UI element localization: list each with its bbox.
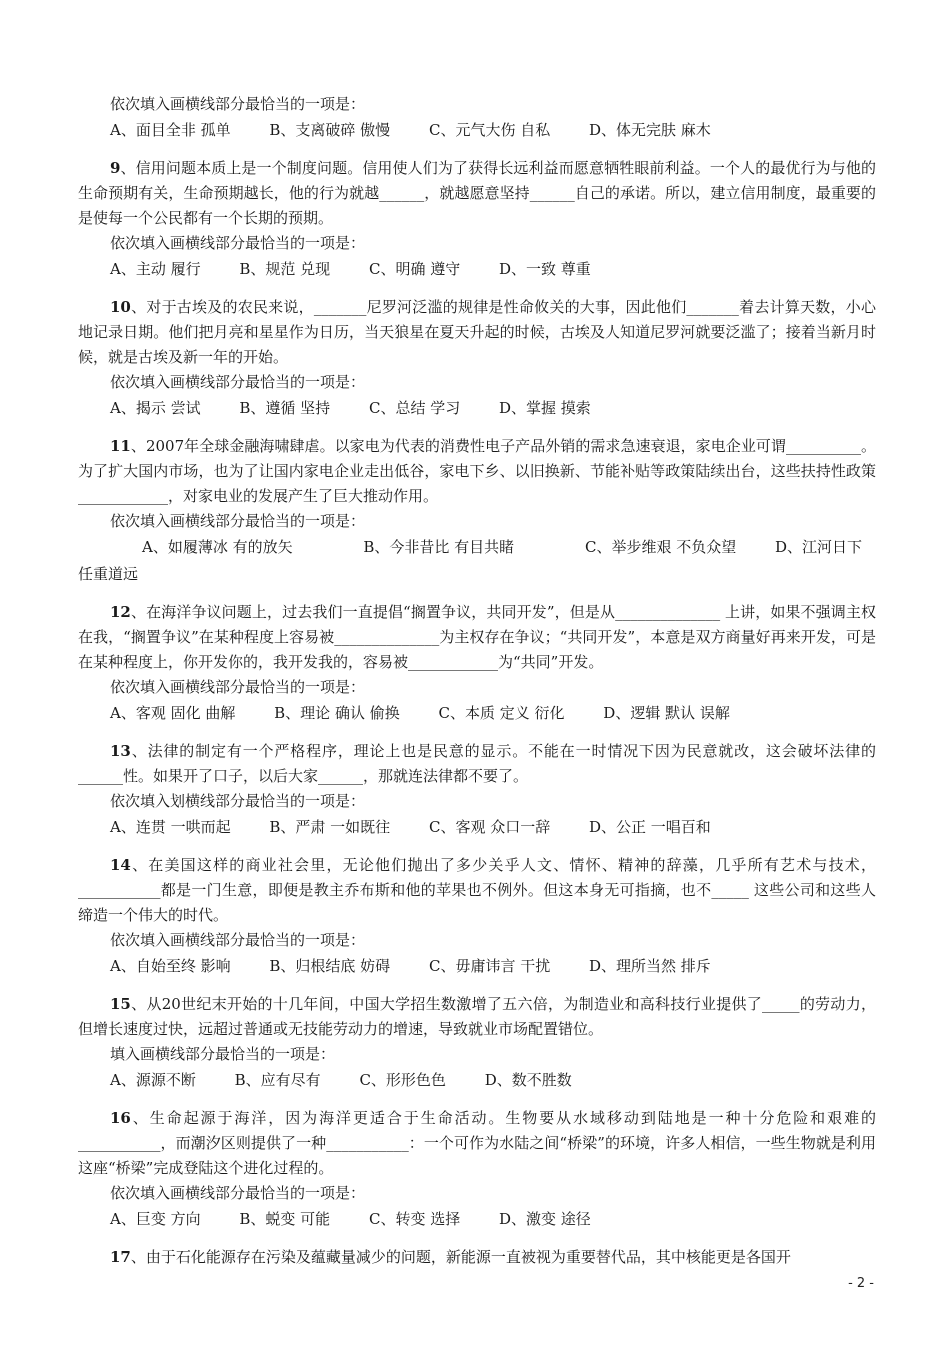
option-c: C、本质 定义 衍化 <box>438 704 565 722</box>
question-prompt: 依次填入画横线部分最恰当的一项是： <box>110 931 366 949</box>
option-b: B、支离破碎 傲慢 <box>269 121 391 139</box>
options-row <box>78 953 876 980</box>
options-row <box>78 1206 876 1233</box>
option-a: A、如履薄冰 有的放矢 <box>142 538 293 556</box>
question-text: 、法律的制定有一个严格程序，理论上也是民意的显示。不能在一时情况下因为民意就改，这会破坏法律的______性。如果开了口子，以后大家______，那就连法律都不要了。 <box>78 742 876 785</box>
question-17 <box>78 1245 876 1270</box>
question-text: 、生命起源于海洋，因为海洋更适合于生命活动。生物要从水域移动到陆地是一种十分危险和艰难的___________，而潮汐区则提供了一种___________：一个可作为水陆之间“桥梁”的环境，许多人相信，一些生物就是利用这座“桥梁”完成登陆这个进化过程的。 <box>78 1109 876 1177</box>
page-number: - 2 - <box>848 1276 874 1291</box>
question-stem <box>78 739 876 789</box>
options-row <box>78 117 876 144</box>
option-c: C、转变 选择 <box>368 1210 461 1228</box>
document-page <box>78 92 876 1282</box>
question-stem <box>78 1106 876 1181</box>
options-row <box>78 700 876 727</box>
question-number: 11 <box>110 437 131 455</box>
question-prompt: 依次填入画横线部分最恰当的一项是： <box>110 95 366 113</box>
option-d: D、数不胜数 <box>484 1071 572 1089</box>
option-d: D、逻辑 默认 误解 <box>603 704 730 722</box>
question-number: 12 <box>110 603 131 621</box>
question-number: 9 <box>110 159 121 177</box>
option-a: A、巨变 方向 <box>110 1210 201 1228</box>
question-stem <box>78 1245 876 1270</box>
option-d: D、江河日下 任重道远 <box>78 538 863 583</box>
option-a: A、面目全非 孤单 <box>110 121 231 139</box>
option-c: C、总结 学习 <box>368 399 461 417</box>
option-c: C、毋庸讳言 干扰 <box>428 957 551 975</box>
question-13 <box>78 739 876 841</box>
question-stem <box>78 156 876 231</box>
option-c: C、形形色色 <box>359 1071 446 1089</box>
question-number: 15 <box>110 995 131 1013</box>
question-14 <box>78 853 876 980</box>
options-row <box>78 534 876 588</box>
options-row <box>78 814 876 841</box>
question-prompt: 依次填入划横线部分最恰当的一项是： <box>110 792 366 810</box>
question-stem <box>78 992 876 1042</box>
question-stem <box>78 295 876 370</box>
option-d: D、掌握 摸索 <box>499 399 591 417</box>
option-d: D、理所当然 排斥 <box>589 957 711 975</box>
question-8-tail <box>78 92 876 144</box>
question-text: 、由于石化能源存在污染及蕴藏量减少的问题，新能源一直被视为重要替代品，其中核能更是各国开 <box>130 1248 791 1266</box>
question-number: 16 <box>110 1109 131 1127</box>
option-c: C、明确 遵守 <box>368 260 461 278</box>
option-b: B、归根结底 妨碍 <box>269 957 391 975</box>
option-a: A、揭示 尝试 <box>110 399 201 417</box>
option-c: C、元气大伤 自私 <box>428 121 551 139</box>
option-b: B、理论 确认 偷换 <box>274 704 400 722</box>
question-prompt: 依次填入画横线部分最恰当的一项是： <box>110 1184 366 1202</box>
options-row <box>78 395 876 422</box>
question-12 <box>78 600 876 727</box>
question-stem <box>78 600 876 675</box>
option-d: D、一致 尊重 <box>499 260 591 278</box>
question-9 <box>78 156 876 283</box>
question-text: 、信用问题本质上是一个制度问题。信用使人们为了获得长远利益而愿意牺牲眼前利益。一个人的最优行为与他的生命预期有关，生命预期越长，他的行为就越______，就越愿意坚持______自己的承诺。所以，建立信用制度，最重要的是使每一个公民都有一个长期的预期。 <box>78 159 876 227</box>
question-prompt: 填入画横线部分最恰当的一项是： <box>110 1045 336 1063</box>
question-number: 10 <box>110 298 131 316</box>
option-a: A、连贯 一哄而起 <box>110 818 231 836</box>
option-c: C、客观 众口一辞 <box>428 818 551 836</box>
question-16 <box>78 1106 876 1233</box>
option-a: A、主动 履行 <box>110 260 201 278</box>
option-a: A、源源不断 <box>110 1071 196 1089</box>
question-11 <box>78 434 876 588</box>
question-10 <box>78 295 876 422</box>
question-prompt: 依次填入画横线部分最恰当的一项是： <box>110 678 366 696</box>
question-text: 、在海洋争议问题上，过去我们一直提倡“搁置争议，共同开发”，但是从______________ 上讲，如果不强调主权在我，“搁置争议”在某种程度上容易被______________为主权存在争议；“共同开发”，本意是双方商量好再来开发，可是在某种程度上，你开发你的，我开发我的，容易被____________为“共同”开发。 <box>78 603 876 671</box>
question-number: 17 <box>110 1248 131 1266</box>
option-a: A、自始至终 影响 <box>110 957 231 975</box>
question-number: 13 <box>110 742 131 760</box>
option-b: B、应有尽有 <box>234 1071 321 1089</box>
question-number: 14 <box>110 856 131 874</box>
question-prompt: 依次填入画横线部分最恰当的一项是： <box>110 373 366 391</box>
question-stem <box>78 853 876 928</box>
question-15 <box>78 992 876 1094</box>
question-text: 、对于古埃及的农民来说，_______尼罗河泛滥的规律是性命攸关的大事，因此他们_______着去计算天数，小心地记录日期。他们把月亮和星星作为日历，当天狼星在夏天升起的时候，古埃及人知道尼罗河就要泛滥了；接着当新月时候，就是古埃及新一年的开始。 <box>78 298 876 366</box>
option-a: A、客观 固化 曲解 <box>110 704 236 722</box>
option-c: C、举步维艰 不负众望 <box>584 538 737 556</box>
question-prompt: 依次填入画横线部分最恰当的一项是： <box>110 234 366 252</box>
question-text: 、2007年全球金融海啸肆虐。以家电为代表的消费性电子产品外销的需求急速衰退，家电企业可谓__________。为了扩大国内市场，也为了让国内家电企业走出低谷，家电下乡、以旧换新、节能补贴等政策陆续出台，这些扶持性政策____________，对家电业的发展产生了巨大推动作用。 <box>78 437 876 505</box>
option-d: D、激变 途径 <box>499 1210 591 1228</box>
option-b: B、遵循 坚持 <box>239 399 331 417</box>
option-b: B、今非昔比 有目共睹 <box>363 538 515 556</box>
option-b: B、蜕变 可能 <box>239 1210 331 1228</box>
options-row <box>78 1067 876 1094</box>
option-d: D、体无完肤 麻木 <box>589 121 711 139</box>
question-prompt: 依次填入画横线部分最恰当的一项是： <box>110 512 366 530</box>
option-d: D、公正 一唱百和 <box>589 818 711 836</box>
option-b: B、规范 兑现 <box>239 260 331 278</box>
options-row <box>78 256 876 283</box>
question-text: 、从20世纪末开始的十几年间，中国大学招生数激增了五六倍，为制造业和高科技行业提供了_____的劳动力，但增长速度过快，远超过普通或无技能劳动力的增速，导致就业市场配置错位。 <box>78 995 876 1038</box>
option-b: B、严肃 一如既往 <box>269 818 391 836</box>
question-stem <box>78 434 876 509</box>
question-text: 、在美国这样的商业社会里，无论他们抛出了多少关乎人文、情怀、精神的辞藻，几乎所有艺术与技术，___________都是一门生意，即便是教主乔布斯和他的苹果也不例外。但这本身无可指摘，也不_____ 这些公司和这些人缔造一个伟大的时代。 <box>78 856 876 924</box>
